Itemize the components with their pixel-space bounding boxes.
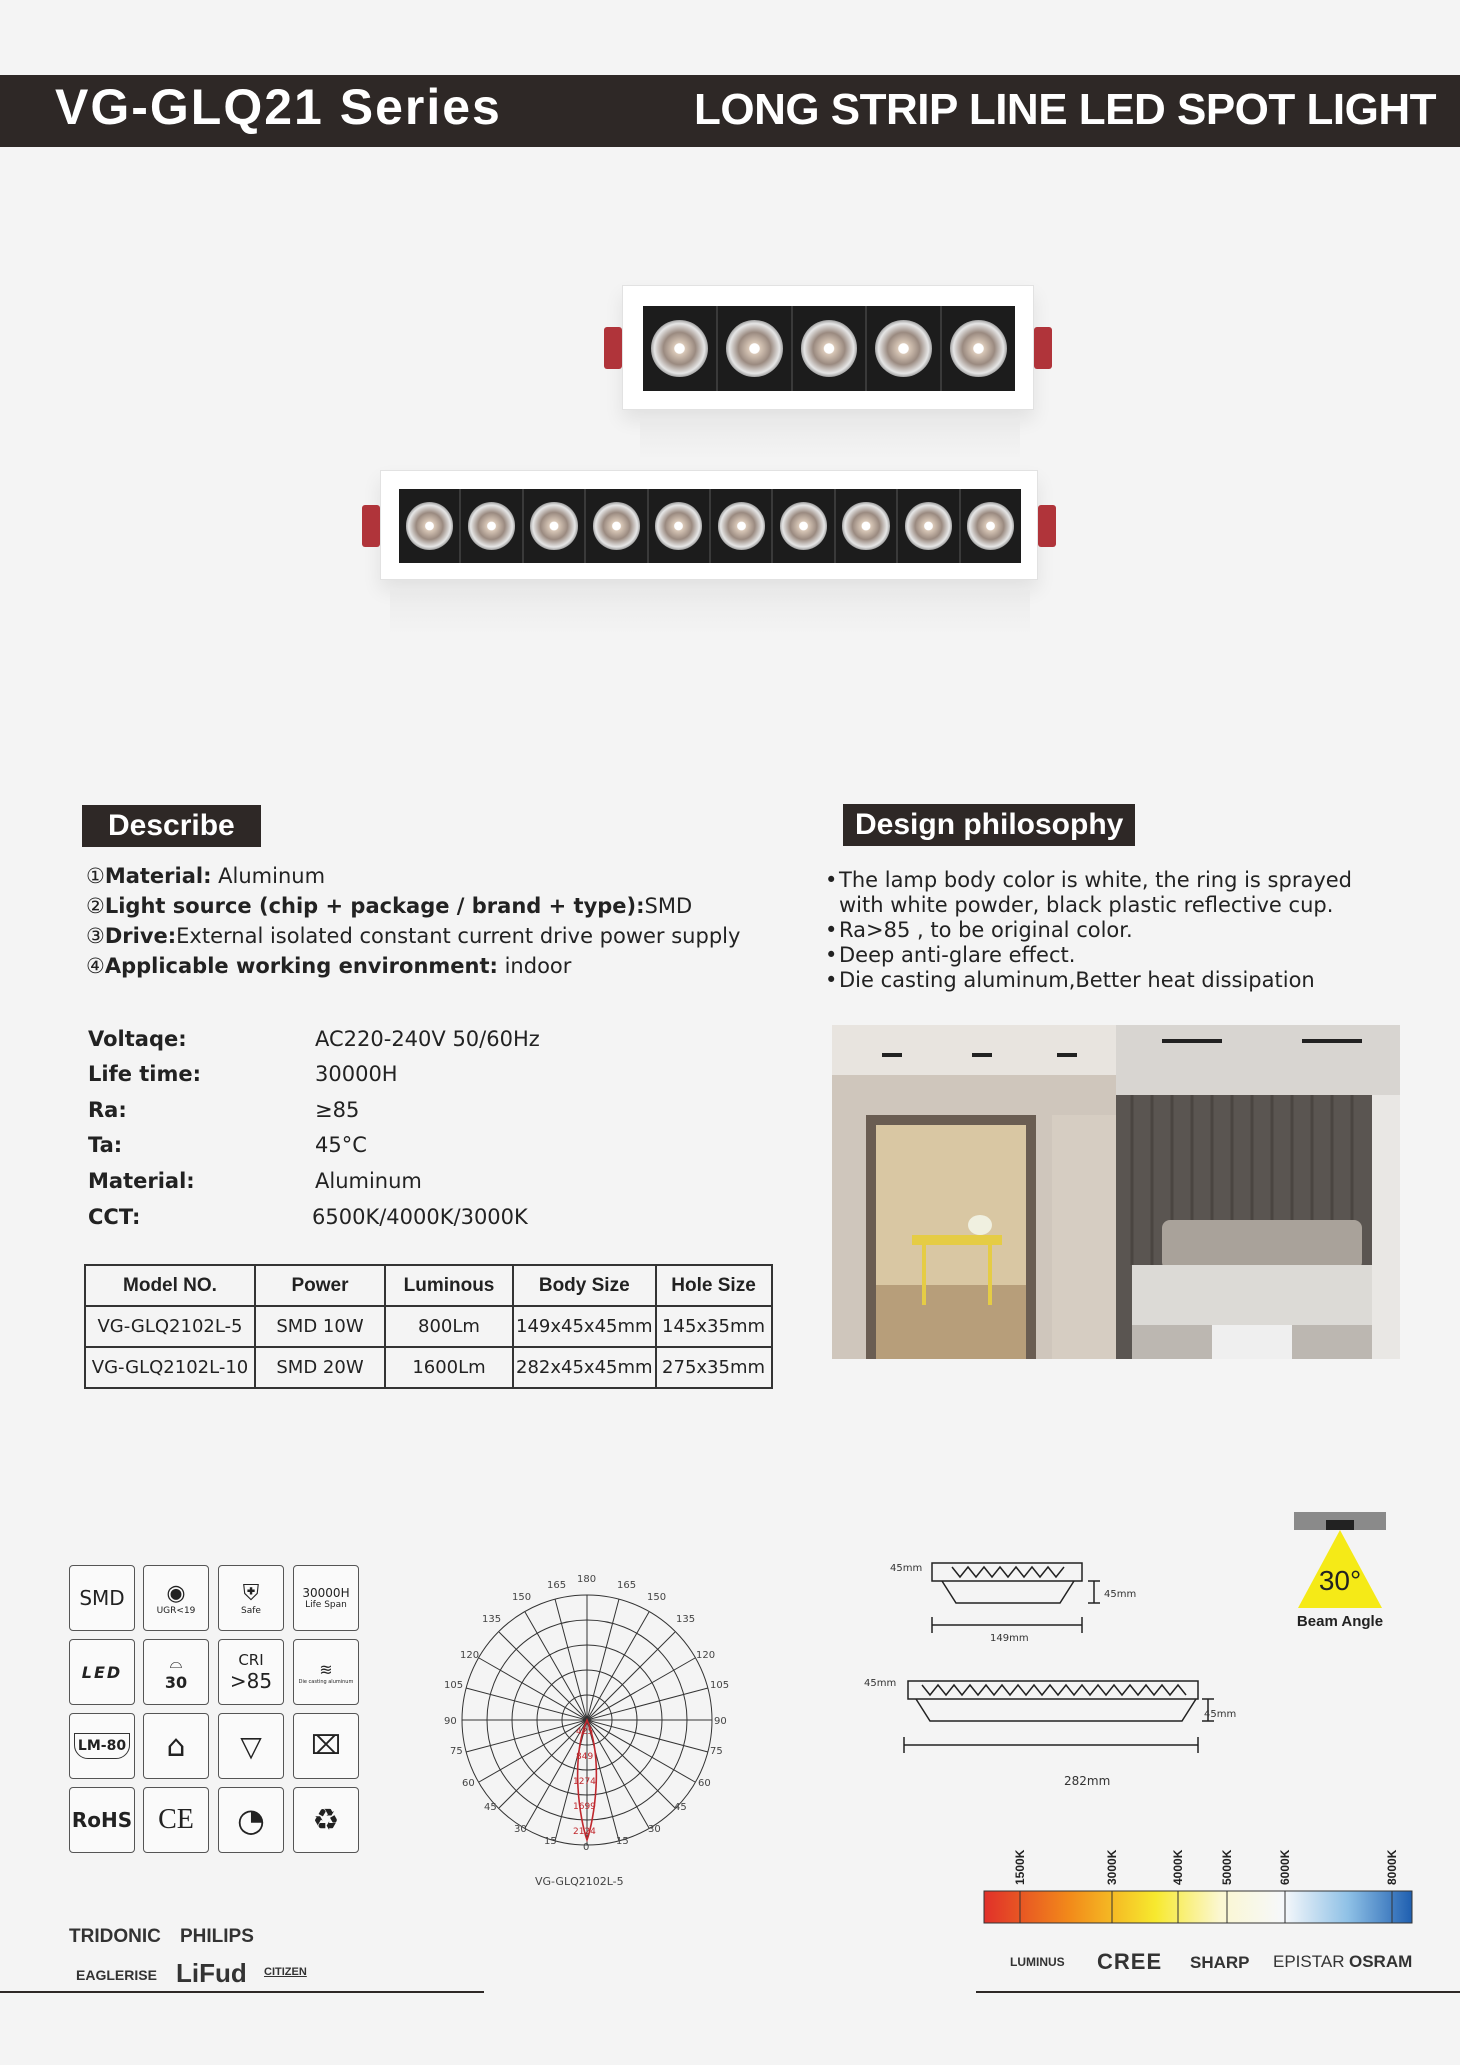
beam-angle-graphic (1290, 1512, 1390, 1632)
describe-line: ①Material: Aluminum (86, 864, 326, 888)
polar-label: 120 (696, 1650, 716, 1661)
polar-label: 120 (460, 1650, 480, 1661)
table-cell: 275x35mm (656, 1347, 772, 1388)
polar-ring-label: 1274 (573, 1777, 596, 1787)
table-cell: SMD 20W (255, 1347, 385, 1388)
table-cell: 800Lm (385, 1306, 513, 1347)
polar-label: 150 (647, 1592, 667, 1603)
model-table (84, 1264, 773, 1389)
describe-line: ②Light source (chip + package / brand + type):SMD (86, 894, 693, 918)
polar-ring-label: 2124 (573, 1827, 596, 1837)
dim-label: 45mm (864, 1678, 897, 1689)
polar-label: 165 (617, 1580, 637, 1591)
polar-label: 60 (698, 1778, 711, 1789)
polar-label: 60 (462, 1778, 475, 1789)
dim-label: 45mm (890, 1563, 923, 1574)
brand-tridonic-logo: TRIDONIC (69, 1926, 161, 1947)
col-body-size: Body Size (513, 1265, 656, 1306)
spring-clip (1038, 505, 1056, 547)
polar-label: 45 (484, 1802, 497, 1813)
interior-scene (832, 1025, 1400, 1359)
polar-ring-label: 1699 (573, 1802, 596, 1812)
brand-philips-logo: PHILIPS (180, 1926, 254, 1947)
rohs-icon: RoHS (69, 1787, 135, 1853)
footer-divider-left (0, 1991, 484, 1993)
dim-label: 45mm (1104, 1589, 1137, 1600)
cct-label: 6000K (1278, 1849, 1292, 1885)
col-hole-size: Hole Size (656, 1265, 772, 1306)
series-title: VG-GLQ21 Series (55, 79, 502, 135)
spring-clip (604, 327, 622, 369)
brand-lifud-logo: LiFud (176, 1958, 247, 1988)
spring-clip (362, 505, 380, 547)
product-lamp-10-head (380, 470, 1038, 580)
polar-label: 180 (577, 1574, 597, 1585)
brand-sharp-logo: SHARP (1190, 1953, 1250, 1972)
cct-label: 4000K (1171, 1849, 1185, 1885)
polar-label: 0 (583, 1842, 590, 1853)
cct-label: 1500K (1013, 1849, 1027, 1885)
polar-label: 135 (676, 1614, 696, 1625)
product-lamp-5-head (622, 285, 1034, 410)
polar-light-distribution (440, 1570, 740, 1890)
table-cell: SMD 10W (255, 1306, 385, 1347)
beam-angle-label: Beam Angle (1296, 1613, 1384, 1630)
table-cell: 1600Lm (385, 1347, 513, 1388)
cct-label: 8000K (1385, 1849, 1399, 1885)
beam-angle-value: 30° (1318, 1565, 1362, 1596)
philosophy-bullet: •Die casting aluminum,Better heat dissipation (825, 968, 1315, 992)
brand-eaglerise-logo: EAGLERISE (76, 1967, 157, 1983)
polar-label: 90 (714, 1716, 727, 1727)
application-photo (832, 1025, 1400, 1359)
dimension-drawings (860, 1555, 1237, 1795)
polar-model-label: VG-GLQ2102L-5 (535, 1875, 624, 1888)
ugr-eye-icon: ◉ UGR<19 (143, 1565, 209, 1631)
smd-icon: SMD (69, 1565, 135, 1631)
polar-label: 90 (444, 1716, 457, 1727)
table-cell: VG-GLQ2102L-10 (85, 1347, 255, 1388)
spring-clip (1034, 327, 1052, 369)
indoor-house-icon: ⌂ (143, 1713, 209, 1779)
cri-icon: CRI >85 (218, 1639, 284, 1705)
col-luminous: Luminous (385, 1265, 513, 1306)
table-cell: 145x35mm (656, 1306, 772, 1347)
lamp-reflection (390, 590, 1030, 635)
brand-cree-logo: CREE (1097, 1949, 1163, 1974)
polar-label: 105 (710, 1680, 730, 1691)
cct-color-scale (980, 1835, 1415, 1935)
brand-luminus-logo: LUMINUS (1010, 1955, 1065, 1969)
table-cell: 149x45x45mm (513, 1306, 656, 1347)
led-icon: LED (69, 1639, 135, 1705)
table-cell: VG-GLQ2102L-5 (85, 1306, 255, 1347)
brand-osram-logo: OSRAM (1349, 1952, 1413, 1971)
dim-label: 149mm (990, 1633, 1029, 1644)
life-span-icon: 30000H Life Span (293, 1565, 359, 1631)
beam-angle-icon: ⌓ 30 (143, 1639, 209, 1705)
cct-label: 5000K (1220, 1849, 1234, 1885)
polar-label: 15 (616, 1836, 629, 1847)
polar-label: 135 (482, 1614, 502, 1625)
brand-epistar-logo: EPISTAR (1273, 1952, 1345, 1971)
polar-label: 15 (544, 1836, 557, 1847)
table-row (85, 1306, 772, 1347)
polar-label: 30 (514, 1824, 527, 1835)
die-casting-icon: ≋ Die casting aluminum (293, 1639, 359, 1705)
weee-bin-icon: ⌧ (293, 1713, 359, 1779)
philosophy-bullet: •Deep anti-glare effect. (825, 943, 1076, 967)
col-power: Power (255, 1265, 385, 1306)
table-cell: 282x45x45mm (513, 1347, 656, 1388)
dim-label: 282mm (1064, 1774, 1111, 1788)
lamp-reflection (640, 420, 1020, 460)
footer-divider-right (976, 1991, 1460, 1993)
polar-ring-label: 849 (576, 1752, 594, 1762)
cct-label: 3000K (1105, 1849, 1119, 1885)
philosophy-heading: Design philosophy (843, 804, 1135, 846)
polar-label: 165 (547, 1580, 567, 1591)
recycle-icon: ♻ (293, 1787, 359, 1853)
polar-label: 75 (450, 1746, 463, 1757)
polar-label: 45 (674, 1802, 687, 1813)
describe-list (86, 861, 740, 981)
dim-label: 45mm (1204, 1709, 1237, 1720)
flammable-surface-icon: ▽ (218, 1713, 284, 1779)
table-row (85, 1347, 772, 1388)
polar-label: 105 (444, 1680, 464, 1691)
polar-label: 30 (648, 1824, 661, 1835)
philosophy-bullet: •Ra>85 , to be original color. (825, 918, 1133, 942)
product-subtitle: LONG STRIP LINE LED SPOT LIGHT (693, 85, 1436, 134)
describe-line: ③Drive:External isolated constant current drive power supply (86, 924, 741, 948)
describe-line: ④Applicable working environment: indoor (86, 954, 572, 978)
table-header-row (85, 1265, 772, 1306)
ce-icon: CE (143, 1787, 209, 1853)
lm80-icon: LM-80 (69, 1713, 135, 1779)
recycle-arrow-icon: ◔ (218, 1787, 284, 1853)
polar-label: 75 (710, 1746, 723, 1757)
polar-label: 150 (512, 1592, 532, 1603)
polar-ring-label: 425 (576, 1727, 594, 1737)
col-model: Model NO. (85, 1265, 255, 1306)
safe-shield-icon: ⛨ Safe (218, 1565, 284, 1631)
philosophy-bullet-continued: with white powder, black plastic reflective cup. (839, 893, 1334, 917)
describe-heading: Describe (82, 805, 261, 847)
brand-citizen-logo: CITIZEN (264, 1966, 307, 1978)
philosophy-bullet: •The lamp body color is white, the ring is sprayed (825, 868, 1352, 892)
